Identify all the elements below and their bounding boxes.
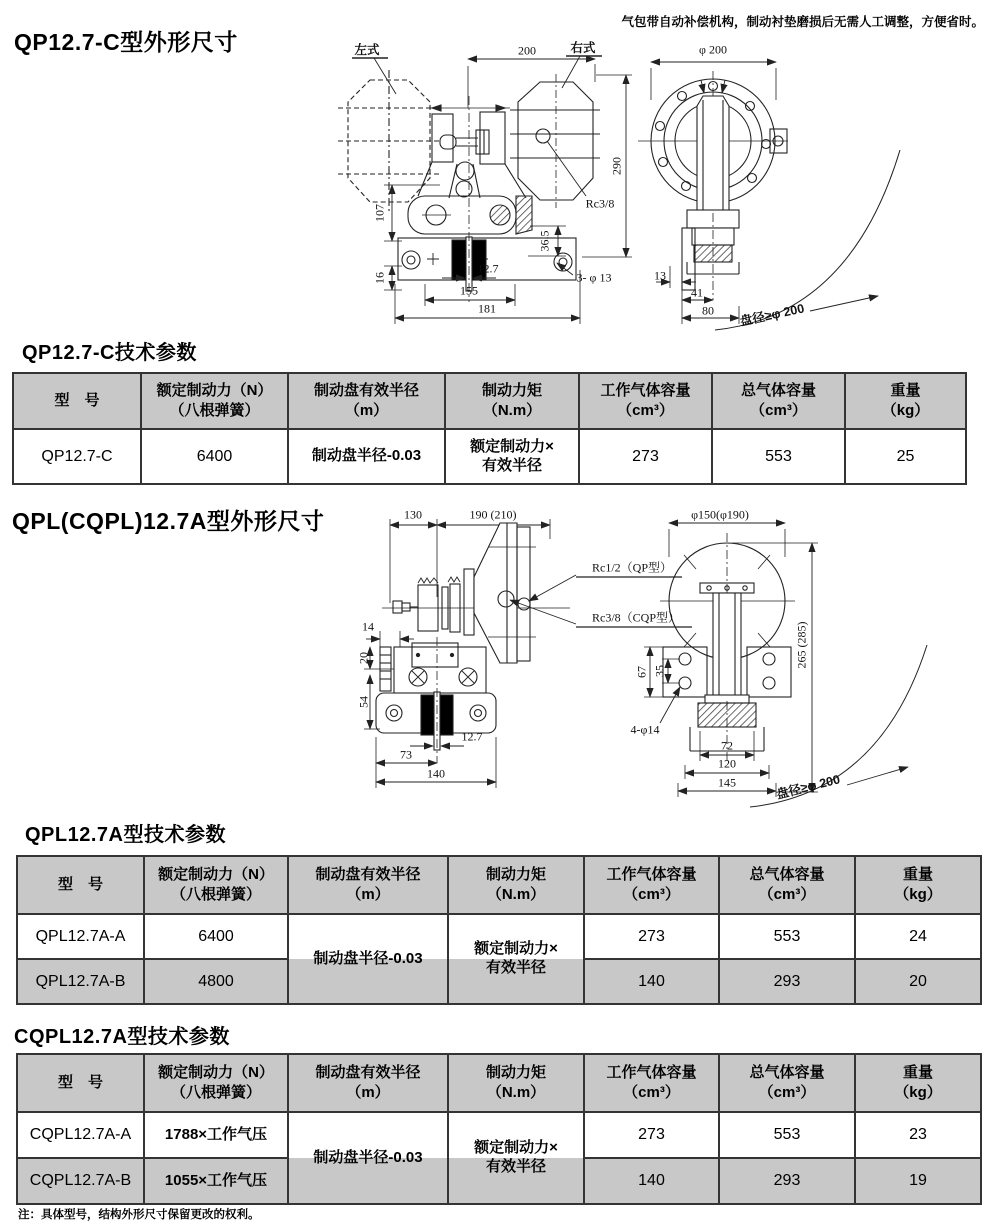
col-total-volume: 总气体容量 （cm³） xyxy=(719,856,855,914)
col-model: 型 号 xyxy=(17,856,144,914)
cell-weight: 23 xyxy=(855,1112,981,1158)
qpl-dim-title: QPL(CQPL)12.7A型外形尺寸 xyxy=(12,508,325,534)
cell-working-volume: 273 xyxy=(584,914,719,959)
cell-force: 4800 xyxy=(144,959,288,1004)
disc-diameter-note: 盘径≥φ 200 xyxy=(738,301,806,329)
col-model: 型 号 xyxy=(13,373,141,429)
col-weight: 重量 （kg） xyxy=(845,373,966,429)
cell-model: QPL12.7A-A xyxy=(17,914,144,959)
cqpl-param-title: CQPL12.7A型技术参数 xyxy=(14,1026,230,1048)
col-radius: 制动盘有效半径 （m） xyxy=(288,373,445,429)
col-force: 额定制动力（N） （八根弹簧） xyxy=(144,856,288,914)
qp-dim-title: QP12.7-C型外形尺寸 xyxy=(14,29,238,55)
dim-rc38: Rc3/8 xyxy=(585,196,615,211)
dim-290: 290 xyxy=(609,157,624,175)
dim-3-phi13: 3- φ 13 xyxy=(576,270,612,285)
cell-weight: 24 xyxy=(855,914,981,959)
dim-rc38-cqp: Rc3/8（CQP型） xyxy=(591,610,681,625)
cell-working-volume: 273 xyxy=(584,1112,719,1158)
qpl-outline-drawing xyxy=(356,505,990,817)
dim-16: 16 xyxy=(372,272,387,284)
col-weight: 重量 （kg） xyxy=(855,856,981,914)
col-force: 额定制动力（N） （八根弹簧） xyxy=(141,373,288,429)
cqpl-param-table xyxy=(16,1053,982,1205)
table-row xyxy=(17,914,981,959)
dim-36-5: 36.5 xyxy=(537,230,552,252)
table-header-row xyxy=(17,1054,981,1112)
dim-54: 54 xyxy=(356,696,371,708)
cell-force: 1788×工作气压 xyxy=(144,1112,288,1158)
dim-41: 41 xyxy=(691,285,703,300)
cell-weight: 20 xyxy=(855,959,981,1004)
dim-phi150-phi190: φ150(φ190) xyxy=(691,507,749,522)
disc-diameter-note-2: 盘径≥φ 200 xyxy=(774,772,842,802)
table-row xyxy=(17,1112,981,1158)
dim-rc12-qp: Rc1/2（QP型） xyxy=(591,560,673,575)
right-type-label: 右式 xyxy=(570,41,596,55)
cell-model: CQPL12.7A-A xyxy=(17,1112,144,1158)
col-total-volume: 总气体容量 （cm³） xyxy=(712,373,845,429)
cell-total-volume: 293 xyxy=(719,959,855,1004)
left-type-label: 左式 xyxy=(354,43,380,57)
qp-param-title: QP12.7-C技术参数 xyxy=(22,342,197,364)
cell-working-volume: 273 xyxy=(579,429,712,484)
table-header-row xyxy=(17,856,981,914)
dim-73: 73 xyxy=(400,747,412,762)
dim-67: 67 xyxy=(634,666,649,678)
qpl-param-table xyxy=(16,855,982,1005)
col-total-volume: 总气体容量 （cm³） xyxy=(719,1054,855,1112)
col-weight: 重量 （kg） xyxy=(855,1054,981,1112)
dim-140: 140 xyxy=(427,766,445,781)
dim-145: 145 xyxy=(718,775,736,790)
cell-weight: 25 xyxy=(845,429,966,484)
cell-total-volume: 553 xyxy=(712,429,845,484)
cell-torque-merged: 额定制动力× 有效半径 xyxy=(448,1112,584,1204)
dim-107: 107 xyxy=(372,204,387,222)
cell-force: 6400 xyxy=(141,429,288,484)
dim-80: 80 xyxy=(702,303,714,318)
col-radius: 制动盘有效半径 （m） xyxy=(288,856,448,914)
cell-torque-merged: 额定制动力× 有效半径 xyxy=(448,914,584,1004)
cell-working-volume: 140 xyxy=(584,959,719,1004)
dim-12-7-b: 12.7 xyxy=(461,729,483,744)
dim-12-7: 12.7 xyxy=(477,261,499,276)
dim-130: 130 xyxy=(404,507,422,522)
table-header-row xyxy=(13,373,966,429)
col-torque: 制动力矩 （N.m） xyxy=(448,1054,584,1112)
cell-force: 6400 xyxy=(144,914,288,959)
dim-20: 20 xyxy=(356,652,371,664)
cell-radius-merged: 制动盘半径-0.03 xyxy=(288,914,448,1004)
dim-181: 181 xyxy=(478,301,496,316)
col-torque: 制动力矩 （N.m） xyxy=(448,856,584,914)
col-model: 型 号 xyxy=(17,1054,144,1112)
dim-14: 14 xyxy=(362,619,374,634)
dim-190-210: 190 (210) xyxy=(469,507,517,522)
dim-155: 155 xyxy=(460,283,478,298)
cell-radius: 制动盘半径-0.03 xyxy=(288,429,445,484)
cell-total-volume: 553 xyxy=(719,914,855,959)
dim-120: 120 xyxy=(718,756,736,771)
col-torque: 制动力矩 （N.m） xyxy=(445,373,579,429)
dim-4-phi14: 4-φ14 xyxy=(630,722,660,737)
dim-265-285: 265 (285) xyxy=(794,621,809,669)
cell-total-volume: 293 xyxy=(719,1158,855,1204)
cell-model: CQPL12.7A-B xyxy=(17,1158,144,1204)
cell-working-volume: 140 xyxy=(584,1158,719,1204)
qp-outline-drawing xyxy=(330,38,990,338)
col-working-volume: 工作气体容量 （cm³） xyxy=(584,856,719,914)
cell-force: 1055×工作气压 xyxy=(144,1158,288,1204)
auto-compensation-note: 气包带自动补偿机构，制动衬垫磨损后无需人工调整，方便省时。 xyxy=(621,15,984,29)
cell-model: QP12.7-C xyxy=(13,429,141,484)
dim-13: 13 xyxy=(654,268,666,283)
dim-35: 35 xyxy=(652,665,667,677)
cell-radius-merged: 制动盘半径-0.03 xyxy=(288,1112,448,1204)
cell-weight: 19 xyxy=(855,1158,981,1204)
dim-phi200: φ 200 xyxy=(699,42,727,57)
col-working-volume: 工作气体容量 （cm³） xyxy=(584,1054,719,1112)
dim-200: 200 xyxy=(518,43,536,58)
cell-model: QPL12.7A-B xyxy=(17,959,144,1004)
table-row xyxy=(13,429,966,484)
cell-torque: 额定制动力× 有效半径 xyxy=(445,429,579,484)
col-working-volume: 工作气体容量 （cm³） xyxy=(579,373,712,429)
qp-param-table xyxy=(12,372,967,485)
cell-total-volume: 553 xyxy=(719,1112,855,1158)
qpl-outline-lineart xyxy=(360,505,990,817)
col-force: 额定制动力（N） （八根弹簧） xyxy=(144,1054,288,1112)
col-radius: 制动盘有效半径 （m） xyxy=(288,1054,448,1112)
qpl-param-title: QPL12.7A型技术参数 xyxy=(25,824,226,846)
rights-reserved-note: 注：具体型号，结构外形尺寸保留更改的权利。 xyxy=(18,1209,260,1221)
dim-72: 72 xyxy=(721,738,733,753)
qp-outline-lineart xyxy=(330,38,990,338)
